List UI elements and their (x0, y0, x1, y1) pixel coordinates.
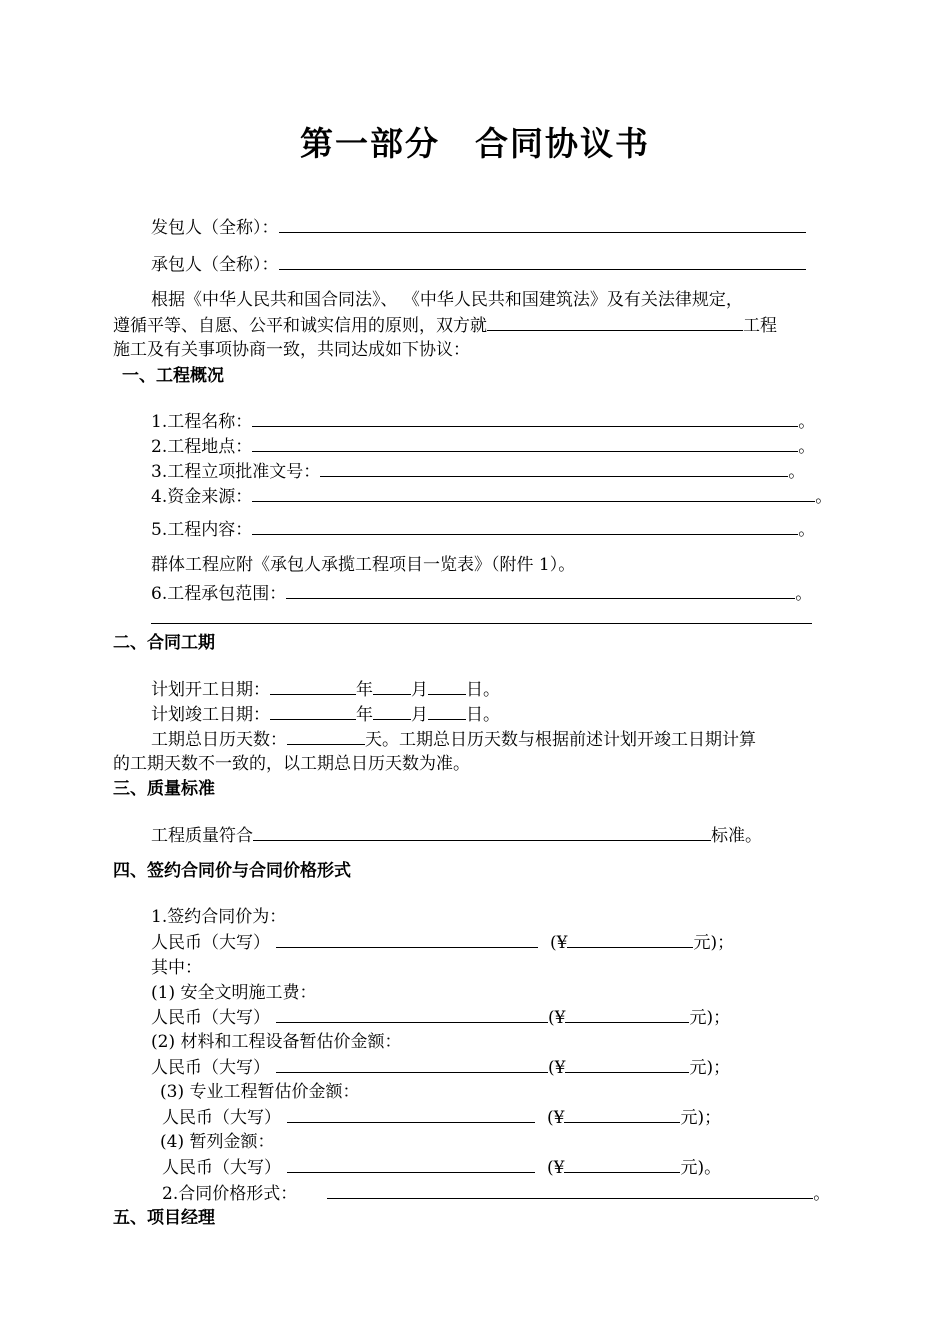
preamble-text: 遵循平等、自愿、公平和诚实信用的原则，双方就 (113, 316, 487, 336)
yen-label: (¥ (548, 1008, 566, 1028)
planned-finish-date (151, 703, 500, 726)
end-mark: 。 (815, 487, 833, 507)
month-label: 月 (411, 705, 428, 725)
project-location-label: 2.工程地点： (151, 437, 253, 457)
finish-date-label: 计划竣工日期： (151, 705, 270, 725)
day-label: 日。 (466, 705, 500, 725)
employer-label: 发包人（全称）： (151, 218, 279, 238)
end-mark: 。 (795, 584, 813, 604)
scope-label: 6.工程承包范围： (151, 584, 287, 604)
contractor-name-field[interactable] (279, 253, 806, 270)
contractor-label: 承包人（全称）： (151, 255, 279, 275)
group-project-note: 群体工程应附《承包人承揽工程项目一览表》（附件 1）。 (151, 555, 576, 575)
rmb-label: 人民币（大写） (162, 1158, 281, 1178)
finish-year-input[interactable] (270, 703, 356, 720)
professional-provisional-label: (3) 专业工程暂估价金额： (160, 1082, 360, 1102)
safety-fee-label: (1) 安全文明施工费： (151, 983, 317, 1003)
project-info-item (151, 460, 805, 483)
year-label: 年 (356, 680, 373, 700)
safety-fee-words-input[interactable] (276, 1006, 548, 1023)
provisional-sum-words-input[interactable] (287, 1156, 535, 1173)
duration-days-input[interactable] (287, 728, 365, 745)
start-day-input[interactable] (428, 678, 466, 695)
project-location-input[interactable] (252, 435, 798, 452)
project-info-item (151, 410, 815, 433)
professional-provisional-line (162, 1106, 721, 1129)
project-name-field[interactable] (487, 314, 743, 331)
finish-month-input[interactable] (373, 703, 411, 720)
planned-start-date (151, 678, 500, 701)
professional-provisional-words-input[interactable] (287, 1106, 535, 1123)
yuan-label: 元)。 (680, 1158, 722, 1178)
end-mark: 。 (813, 1184, 831, 1204)
provisional-sum-label: (4) 暂列金额： (160, 1132, 275, 1152)
safety-fee-line (151, 1006, 730, 1029)
project-info-item (151, 485, 832, 508)
duration-line (151, 728, 756, 751)
yen-label: (¥ (547, 1158, 565, 1178)
yen-label: (¥ (547, 1108, 565, 1128)
provisional-sum-amount-input[interactable] (564, 1156, 680, 1173)
preamble-text-end: 工程 (743, 316, 777, 336)
quality-standard-line (151, 824, 762, 847)
employer-name-field[interactable] (279, 216, 806, 233)
contract-price-amount-input[interactable] (567, 931, 693, 948)
material-provisional-amount-input[interactable] (565, 1056, 689, 1073)
material-provisional-words-input[interactable] (276, 1056, 548, 1073)
project-info-item (151, 518, 815, 541)
section-4-heading: 四、签约合同价与合同价格形式 (113, 861, 351, 881)
end-mark: 。 (798, 412, 816, 432)
end-mark: 。 (798, 437, 816, 457)
finish-day-input[interactable] (428, 703, 466, 720)
material-provisional-line (151, 1056, 730, 1079)
employer-line (151, 216, 806, 239)
contract-price-line (151, 931, 734, 954)
month-label: 月 (411, 680, 428, 700)
yuan-label: 元)； (680, 1108, 722, 1128)
duration-text: 天。工期总日历天数与根据前述计划开竣工日期计算 (365, 730, 756, 750)
section-3-heading: 三、质量标准 (113, 779, 215, 799)
project-name-label: 1.工程名称： (151, 412, 253, 432)
end-mark: 。 (798, 520, 816, 540)
contractor-line (151, 253, 806, 276)
year-label: 年 (356, 705, 373, 725)
rmb-label: 人民币（大写） (151, 1008, 270, 1028)
rmb-label: 人民币（大写） (151, 1058, 270, 1078)
page-title: 第一部分 合同协议书 (300, 124, 650, 163)
project-info-item (151, 435, 815, 458)
preamble-line-3: 施工及有关事项协商一致，共同达成如下协议： (113, 340, 470, 360)
funding-source-input[interactable] (252, 485, 815, 502)
material-provisional-label: (2) 材料和工程设备暂估价金额： (151, 1032, 402, 1052)
yuan-label: 元)； (689, 1008, 731, 1028)
among-label: 其中： (151, 958, 202, 978)
funding-source-label: 4.资金来源： (151, 487, 253, 507)
preamble-line-1: 根据《中华人民共和国合同法》、 《中华人民共和国建筑法》及有关法律规定， (151, 290, 743, 310)
contract-price-label: 1.签约合同价为： (151, 907, 287, 927)
yen-label: (¥ (550, 933, 568, 953)
rmb-label: 人民币（大写） (151, 933, 270, 953)
project-content-label: 5.工程内容： (151, 520, 253, 540)
project-info-item (151, 582, 812, 605)
yuan-label: 元)； (693, 933, 735, 953)
section-2-heading: 二、合同工期 (113, 633, 215, 653)
price-form-label: 2.合同价格形式： (162, 1184, 298, 1204)
quality-label: 工程质量符合 (151, 826, 253, 846)
section-1-heading: 一、工程概况 (122, 366, 224, 386)
duration-label: 工期总日历天数： (151, 730, 287, 750)
quality-standard-input[interactable] (253, 824, 711, 841)
yen-label: (¥ (548, 1058, 566, 1078)
start-month-input[interactable] (373, 678, 411, 695)
contract-price-words-input[interactable] (276, 931, 538, 948)
scope-input[interactable] (286, 582, 795, 599)
preamble-line-2 (113, 314, 777, 337)
rmb-label: 人民币（大写） (162, 1108, 281, 1128)
start-year-input[interactable] (270, 678, 356, 695)
quality-label-end: 标准。 (711, 826, 762, 846)
provisional-sum-line (162, 1156, 721, 1179)
duration-line-2: 的工期天数不一致的，以工期总日历天数为准。 (113, 754, 470, 774)
scope-input-continued[interactable] (151, 623, 812, 624)
project-content-input[interactable] (252, 518, 798, 535)
project-name-input[interactable] (252, 410, 798, 427)
professional-provisional-amount-input[interactable] (564, 1106, 680, 1123)
safety-fee-amount-input[interactable] (565, 1006, 689, 1023)
price-form-line (162, 1182, 830, 1205)
start-date-label: 计划开工日期： (151, 680, 270, 700)
day-label: 日。 (466, 680, 500, 700)
yuan-label: 元)； (689, 1058, 731, 1078)
section-5-heading: 五、项目经理 (113, 1208, 215, 1228)
end-mark: 。 (788, 462, 806, 482)
approval-number-input[interactable] (320, 460, 788, 477)
approval-number-label: 3.工程立项批准文号： (151, 462, 321, 482)
price-form-input[interactable] (327, 1182, 813, 1199)
